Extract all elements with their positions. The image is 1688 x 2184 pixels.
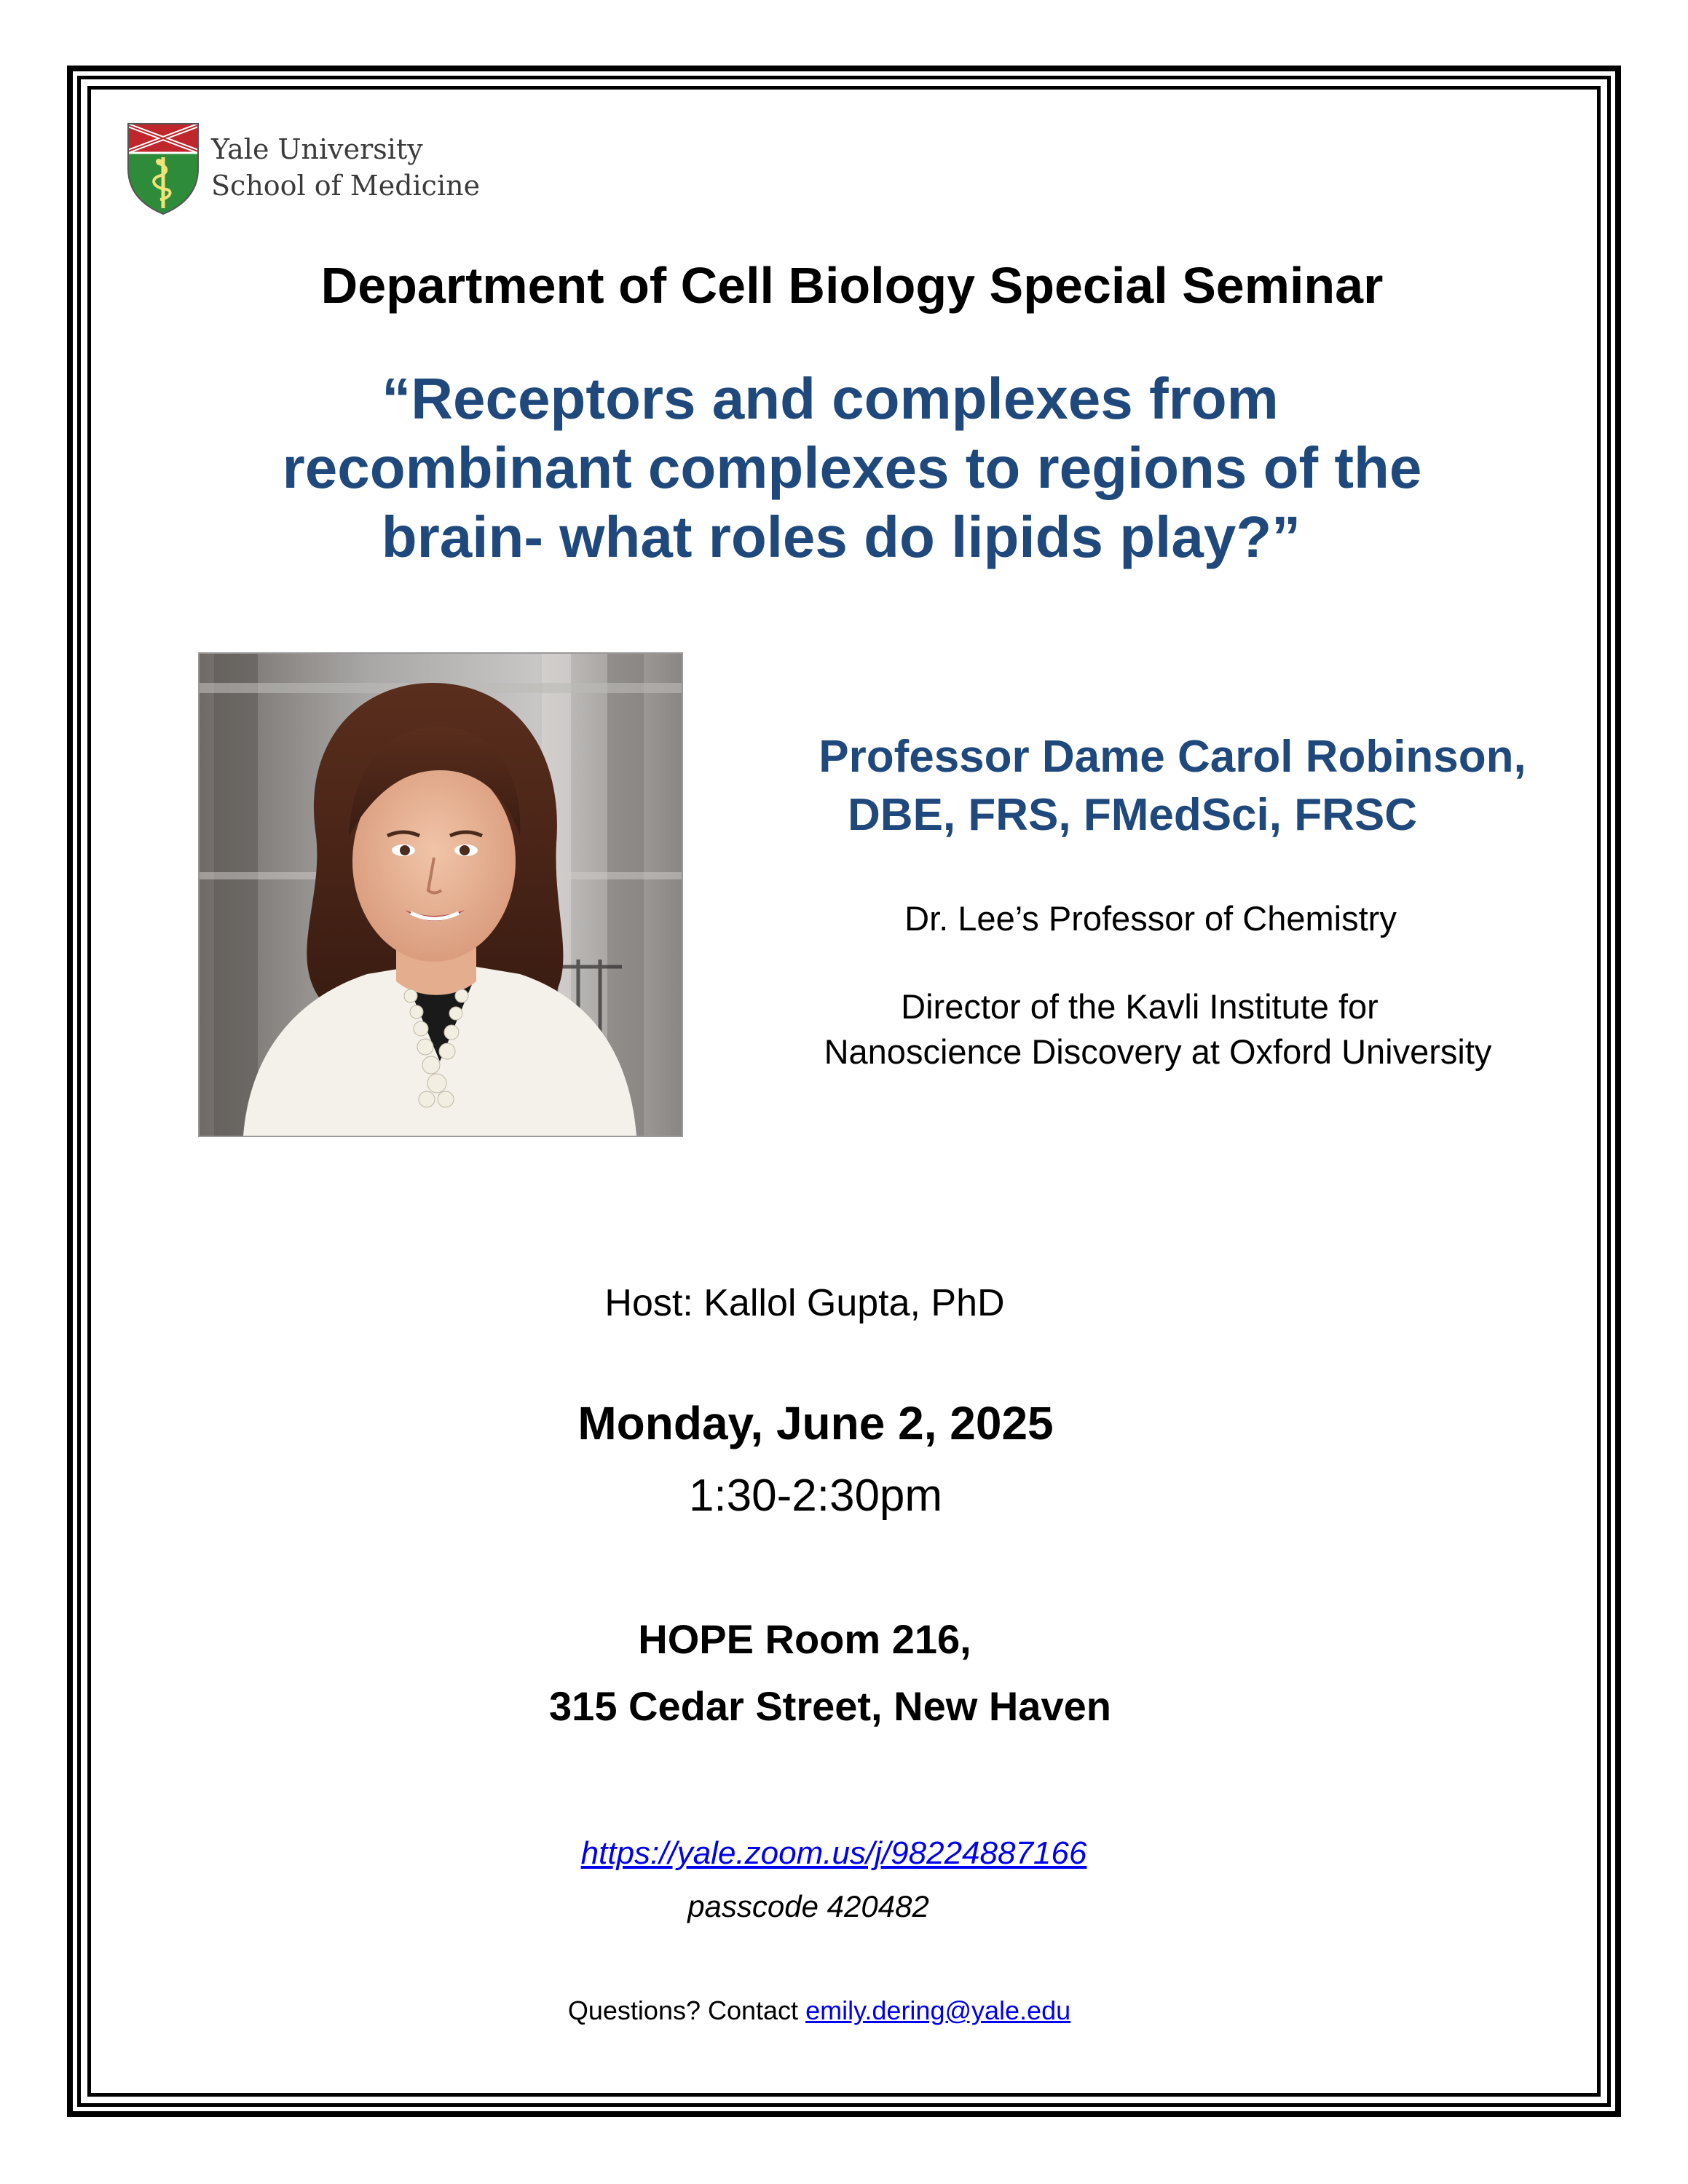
zoom-link[interactable]: https://yale.zoom.us/j/98224887166 bbox=[580, 1835, 1087, 1871]
seminar-street: 315 Cedar Street, New Haven bbox=[549, 1683, 1111, 1729]
contact-email-link[interactable]: emily.dering@yale.edu bbox=[805, 1995, 1071, 2025]
yale-medicine-logo bbox=[125, 121, 533, 223]
talk-title-line-1: “Receptors and complexes from bbox=[382, 366, 1279, 431]
speaker-affiliation bbox=[743, 984, 1573, 1075]
zoom-link-row bbox=[117, 1833, 1588, 1874]
talk-title-line-2: recombinant complexes to regions of the bbox=[282, 435, 1422, 500]
logo-line-2: School of Medicine bbox=[211, 170, 481, 202]
speaker-name bbox=[743, 728, 1573, 844]
speaker-photo bbox=[198, 652, 683, 1137]
contact-prefix: Questions? Contact bbox=[567, 1995, 806, 2025]
zoom-passcode: passcode 420482 bbox=[687, 1889, 929, 1923]
talk-title bbox=[117, 364, 1588, 571]
speaker-name-line-2: DBE, FRS, FMedSci, FRSC bbox=[848, 790, 1417, 840]
logo-line-1: Yale University bbox=[211, 133, 423, 165]
department-title: Department of Cell Biology Special Seminar bbox=[320, 257, 1384, 314]
seminar-date: Monday, June 2, 2025 bbox=[577, 1397, 1054, 1449]
seminar-time: 1:30-2:30pm bbox=[688, 1471, 943, 1521]
talk-title-line-3: brain- what roles do lipids play?” bbox=[381, 505, 1301, 569]
speaker-portrait-image bbox=[200, 654, 682, 1136]
speaker-affiliation-line-1: Director of the Kavli Institute for bbox=[901, 987, 1379, 1026]
yale-shield-icon bbox=[125, 121, 201, 215]
speaker-name-line-1: Professor Dame Carol Robinson, bbox=[819, 732, 1526, 782]
seminar-room: HOPE Room 216, bbox=[638, 1616, 971, 1662]
contact-row bbox=[117, 1993, 1588, 2028]
speaker-affiliation-line-2: Nanoscience Discovery at Oxford University bbox=[824, 1032, 1492, 1071]
speaker-role: Dr. Lee’s Professor of Chemistry bbox=[904, 899, 1397, 938]
host: Host: Kallol Gupta, PhD bbox=[604, 1282, 1005, 1324]
logo-text bbox=[211, 131, 480, 204]
